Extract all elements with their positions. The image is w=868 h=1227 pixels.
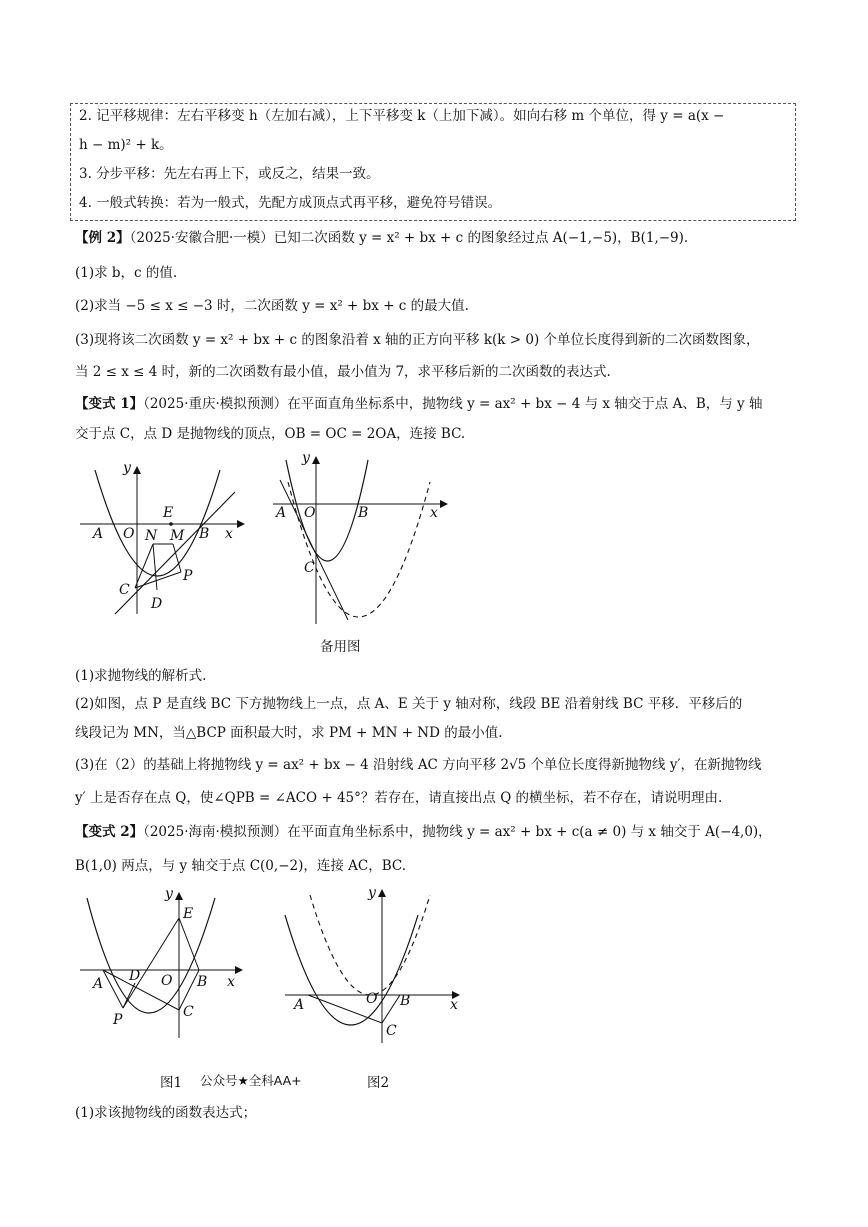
fig-b-label-o: O [304, 505, 316, 521]
fig-c-label-a: A [93, 976, 104, 992]
parabola [95, 470, 220, 576]
y-axis-arrow [175, 892, 183, 900]
variant1-q3-line-2: y′ 上是否存在点 Q，使∠QPB = ∠ACO + 45°？若存在，请直接出点 Q 的横坐标，若不存在，请说明理由. [75, 790, 723, 806]
segment-ep [123, 918, 179, 1008]
example2-q3-line-2: 当 2 ≤ x ≤ 4 时，新的二次函数有最小值，最小值为 7，求平移后新的二次函数的表达式. [75, 364, 611, 380]
figure-variant1-main [75, 462, 245, 626]
variant2-text-1: （2025·海南·模拟预测）在平面直角坐标系中，抛物线 y = ax² + bx + c(a ≠ 0) 与 x 轴交于 A(−4,0)， [143, 824, 772, 840]
y-axis-arrow [378, 889, 386, 897]
example2-heading [75, 228, 688, 248]
fig-a-label-d: D [151, 596, 163, 612]
parabola [286, 460, 368, 561]
variant1-tag: 【变式 1】 [75, 396, 144, 412]
fig-c-label-y: y [165, 886, 173, 902]
fig-a-label-e: E [163, 505, 174, 521]
fig-b-label-b: B [358, 505, 369, 521]
variant2-q1: (1)求该抛物线的函数表达式； [75, 1105, 257, 1121]
fig-b-label-c: C [304, 560, 315, 576]
fig-a-label-o: O [123, 526, 135, 542]
variant2-tag: 【变式 2】 [75, 824, 144, 840]
segment-nd [153, 544, 157, 590]
fig-c-label-c: C [183, 1004, 194, 1020]
example2-q3-line-1: (3)现将该二次函数 y = x² + bx + c 的图象沿着 x 轴的正方向平移 k(k > 0) 个单位长度得到新的二次函数图象， [75, 332, 760, 348]
x-axis-arrow [237, 520, 245, 528]
variant1-text-1: （2025·重庆·模拟预测）在平面直角坐标系中，抛物线 y = ax² + bx − 4 与 x 轴交于点 A、B，与 y 轴 [143, 396, 763, 412]
variant1-q2-line-2: 线段记为 MN，当△BCP 面积最大时，求 PM + MN + ND 的最小值. [75, 725, 503, 741]
fig-c-label-p: P [113, 1012, 123, 1028]
variant2-heading [75, 822, 772, 842]
fig-c-label-b: B [197, 974, 208, 990]
fig-b-label-a: A [276, 505, 287, 521]
x-axis-arrow [440, 500, 448, 508]
tip-2-line-1: 2. 记平移规律：左右平移变 h（左加右减），上下平移变 k（上加下减）。如向右移 m 个单位，得 y = a(x − [79, 108, 725, 124]
tip-3: 3. 分步平移：先左右再上下，或反之，结果一致。 [79, 166, 380, 182]
fig-b-label-y: y [302, 450, 310, 466]
figure-variant1-spare [268, 452, 448, 636]
fig-d-label-o: O [366, 991, 378, 1007]
variant1-q2-line-1: (2)如图，点 P 是直线 BC 下方抛物线上一点，点 A、E 关于 y 轴对称，线段 BE 沿着射线 BC 平移．平移后的 [75, 696, 743, 712]
variant1-q3-line-1: (3)在（2）的基础上将抛物线 y = ax² + bx − 4 沿射线 AC 方向平移 2√5 个单位长度得新抛物线 y′，在新抛物线 [75, 757, 762, 773]
parabola [285, 915, 418, 1025]
segment-eb [179, 918, 199, 970]
figure-variant2-2 [280, 885, 470, 1054]
fig-d-label-a: A [294, 997, 305, 1013]
fig-c-label-d: D [129, 968, 141, 984]
line-bc [115, 492, 235, 614]
watermark-text: 公众号★全科AA+ [200, 1073, 302, 1088]
variant1-q1: (1)求抛物线的解析式. [75, 668, 207, 684]
example2-tag: 【例 2】 [75, 230, 130, 246]
example2-q2: (2)求当 −5 ≤ x ≤ −3 时，二次函数 y = x² + bx + c 的最大值. [75, 298, 469, 314]
fig-a-label-p: P [183, 568, 193, 584]
fig-c-label-o: O [161, 973, 173, 989]
x-axis-arrow [235, 966, 243, 974]
segment-bc [382, 995, 400, 1023]
spare-figure-caption: 备用图 [320, 639, 361, 655]
fig-d-label-x: x [450, 997, 458, 1013]
fig-a-label-m: M [170, 528, 185, 544]
segment-cp [135, 572, 181, 588]
fig-a-label-a: A [93, 526, 104, 542]
line-ac-ray [280, 480, 348, 620]
fig-b-label-x: x [430, 505, 438, 521]
fig-a-label-x: x [225, 526, 233, 542]
fig-d-label-y: y [368, 885, 376, 901]
fig-c-label-x: x [227, 974, 235, 990]
figure-variant2-1 [75, 888, 255, 1052]
fig-d-label-c: C [386, 1023, 397, 1039]
figure-1-caption: 图1 [160, 1075, 183, 1091]
fig-c-label-e: E [183, 906, 194, 922]
fig-a-label-n: N [145, 528, 158, 544]
translated-parabola [310, 895, 430, 995]
variant2-text-2: B(1,0) 两点，与 y 轴交于点 C(0,−2)，连接 AC，BC. [75, 858, 407, 874]
tip-4: 4. 一般式转换：若为一般式，先配方成顶点式再平移，避免符号错误。 [79, 195, 502, 211]
variant1-text-2: 交于点 C，点 D 是抛物线的顶点，OB = OC = 2OA，连接 BC. [75, 426, 466, 442]
figure-2-caption: 图2 [367, 1075, 390, 1091]
fig-a-label-y: y [123, 460, 131, 476]
fig-a-label-c: C [119, 582, 130, 598]
tips-box [70, 103, 796, 221]
tip-2-line-2: h − m)² + k。 [79, 137, 173, 153]
y-axis-arrow [133, 466, 141, 474]
example2-q1: (1)求 b，c 的值. [75, 265, 178, 281]
fig-d-label-b: B [400, 993, 411, 1009]
fig-a-label-b: B [199, 526, 210, 542]
y-axis-arrow [312, 456, 320, 464]
variant1-heading [75, 394, 762, 414]
point-e [169, 522, 173, 526]
example2-text: （2025·安徽合肥·一模）已知二次函数 y = x² + bx + c 的图象经过点 A(−1,−5)，B(1,−9). [129, 230, 689, 246]
